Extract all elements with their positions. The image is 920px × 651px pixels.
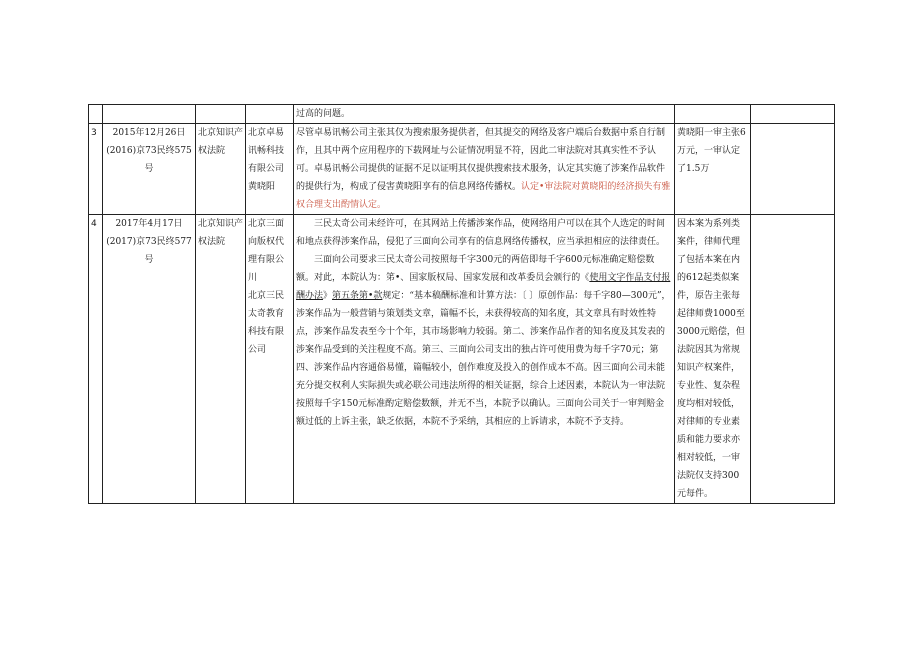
judgment-date-cell — [103, 215, 196, 504]
reasoning-text: 规定：“基本稿酬标准和计算方法：〔 〕原创作品：每千字80—300元”，涉案作品为一般营销与策划类文章，篇幅不长，未获得较高的知名度，其文章具有时效性特点，涉案作品发表至今十个年，其市场影响力较弱。第二、涉案作品作者的知名度及其发表的涉案作品受到的关注程度不高。第三、三面向公司支出的独占许可使用费为每千字70元；第四、涉案作品内容通俗易懂，篇幅较小，创作难度及投入的创作成本不高。因三面向公司未能充分提交权利人实际损失或必联公司违法所得的相关证据，综合上述因素，本院认为一审法院按照每千字150元标准酌定赔偿数额，并无不当，本院予以确认。三面向公司关于一审判赔金额过低的上诉主张，缺乏依据，本院不予采纳，其相应的上诉请求，本院不予支持。 — [296, 291, 671, 427]
reasoning-cell — [294, 124, 675, 215]
table-row — [89, 124, 835, 215]
parties-cell — [246, 215, 294, 504]
cell-empty — [751, 124, 835, 215]
party-plaintiff: 北京三面向版权代理有限公川 — [248, 219, 285, 283]
reasoning-cell — [294, 105, 675, 124]
regulation-title: 使用文字作品支付报酬办法 — [296, 273, 671, 301]
reasoning-highlight: 认定•审法院对黄晓阳的经济损失有雅权合理支出酌情认定。 — [296, 182, 671, 210]
reasoning-paragraph-2 — [296, 251, 672, 431]
remark: 因本案为系列类案件，律师代理了包括本案在内的612起类似案件，原告主张每起律师费1000至3000元赔偿，但法院因其为常规知识产权案件，专业性、复杂程度均相对较低，对律师的专业素质和能力要求亦相对较低，一审法院仅支持300元每件。 — [675, 215, 751, 504]
case-number: (2016)京73民终575号 — [106, 146, 192, 174]
parties: 北京卓易讯畅科技有限公司黄晓阳 — [246, 124, 294, 215]
cell-empty — [751, 105, 835, 124]
reasoning-cell — [294, 215, 675, 504]
court-name: 北京知识产权法院 — [196, 215, 246, 504]
cell-empty — [675, 105, 751, 124]
judgment-date: 2015年12月26日 — [112, 128, 186, 138]
table-row — [89, 105, 835, 124]
cell-empty — [89, 105, 103, 124]
cell-empty — [246, 105, 294, 124]
remark: 黄晓阳一审主张6万元，一审认定了1.5万 — [675, 124, 751, 215]
judgment-date: 2017年4月17日 — [115, 219, 183, 229]
row-number: 3 — [89, 124, 103, 215]
cell-empty — [751, 215, 835, 504]
cell-empty — [103, 105, 196, 124]
reasoning-text: 》 — [323, 291, 333, 301]
regulation-article: 第五条第•款 — [332, 291, 383, 301]
reasoning-paragraph-1: 三民太奇公司未经许可，在其网站上传播涉案作品，使网络用户可以在其个人选定的时间和地点获得涉案作品，侵犯了三面向公司享有的信息网络传播权，应当承担相应的法律责任。 — [296, 219, 666, 247]
table-row — [89, 215, 835, 504]
case-table — [88, 104, 835, 504]
case-number: (2017)京73民终577号 — [106, 237, 192, 265]
court-name: 北京知识产权法院 — [196, 124, 246, 215]
row-number: 4 — [89, 215, 103, 504]
party-defendant: 北京三民太奇教育科技有限公司 — [248, 291, 285, 355]
judgment-date-cell — [103, 124, 196, 215]
reasoning-text: 尽管卓易讯畅公司主张其仅为搜索服务提供者，但其提交的网络及客户端后台数据中系自行制作，且其中两个应用程序的下载网址与公证情况明显不符，因此二审法院对其真实性不予认可。卓易讯畅公司提供的证据不足以证明其仅提供搜索技术服务，认定其实施了涉案作品软件的提供行为，构成了侵害黄晓阳享有的信息网络传播权。 — [296, 128, 666, 192]
reasoning-tail: 过高的问题。 — [296, 109, 351, 119]
cell-empty — [196, 105, 246, 124]
reasoning-text: 三面向公司要求三民太奇公司按照每千字300元的两倍即每千字600元标准确定赔偿数额。对此，本院认为：笫•、国家版权局、国家发展和改革委员会颁行的《 — [296, 255, 655, 283]
